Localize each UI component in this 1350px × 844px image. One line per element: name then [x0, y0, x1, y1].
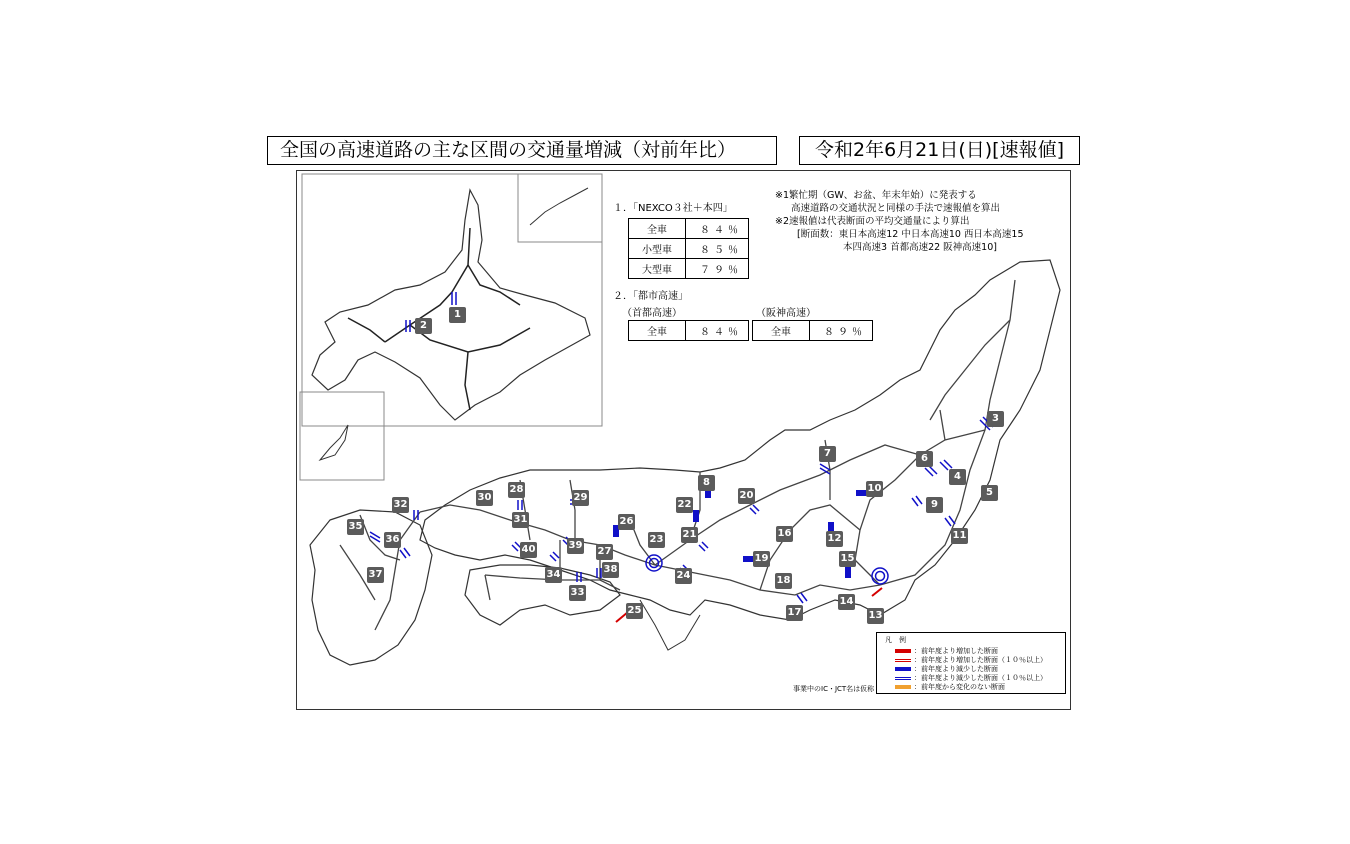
hokkaido-roads: [348, 228, 530, 410]
legend: [876, 632, 1066, 694]
legend-swatch-unchanged: [895, 685, 911, 689]
section-badge-2: 2: [415, 318, 432, 334]
shuto-table: [628, 320, 749, 341]
section-badge-32: 32: [392, 497, 409, 513]
table-row: [629, 219, 749, 239]
legend-swatch-increase-10: [895, 659, 911, 662]
section-badge-27: 27: [596, 544, 613, 560]
kuril-islands: [530, 188, 588, 225]
legend-item: [895, 656, 1047, 665]
legend-item: [895, 647, 998, 656]
section-badge-26: 26: [618, 514, 635, 530]
legend-item-label: ：前年度より増加した断面: [914, 647, 998, 655]
section-badge-4: 4: [949, 469, 966, 485]
section-badge-25: 25: [626, 603, 643, 619]
legend-title: 凡 例: [885, 636, 906, 644]
section-badge-12: 12: [826, 531, 843, 547]
table-row: [629, 259, 749, 279]
table-row: [629, 321, 749, 341]
section-badge-17: 17: [786, 605, 803, 621]
hanshin-row-label: 全車: [753, 321, 810, 341]
section-badge-37: 37: [367, 567, 384, 583]
section-badge-13: 13: [867, 608, 884, 624]
hokkaido-outline: [312, 190, 590, 420]
kuril-inset-frame: [518, 174, 602, 242]
legend-item-label: ：前年度より増加した断面（１０％以上）: [914, 656, 1047, 664]
section-badge-18: 18: [775, 573, 792, 589]
section-badge-8: 8: [698, 475, 715, 491]
kii-peninsula: [640, 600, 700, 650]
nexco-heading: １．「NEXCO３社＋本四」: [613, 203, 733, 214]
nexco-value: ８５％: [686, 239, 749, 259]
nexco-label: 小型車: [629, 239, 686, 259]
hanshin-table: [752, 320, 873, 341]
section-badge-34: 34: [545, 567, 562, 583]
section-badge-15: 15: [839, 551, 856, 567]
hanshin-row-value: ８９％: [810, 321, 873, 341]
okinawa-outline: [320, 425, 348, 460]
section-badge-36: 36: [384, 532, 401, 548]
legend-item-label: ：前年度から変化のない断面: [914, 683, 1005, 691]
section-badge-1: 1: [449, 307, 466, 323]
section-badge-40: 40: [520, 542, 537, 558]
section-badge-31: 31: [512, 512, 529, 528]
section-badge-39: 39: [567, 538, 584, 554]
honshu-outline: [420, 260, 1060, 620]
nexco-value: ７９％: [686, 259, 749, 279]
legend-item-label: ：前年度より減少した断面: [914, 665, 998, 673]
section-badge-22: 22: [676, 497, 693, 513]
shuto-row-value: ８４％: [686, 321, 749, 341]
section-badge-35: 35: [347, 519, 364, 535]
legend-item-label: ：前年度より減少した断面（１０％以上）: [914, 674, 1047, 682]
section-badge-29: 29: [572, 490, 589, 506]
shuto-row-label: 全車: [629, 321, 686, 341]
section-badge-23: 23: [648, 532, 665, 548]
legend-swatch-decrease: [895, 667, 911, 671]
section-badge-33: 33: [569, 585, 586, 601]
page-title: 全国の高速道路の主な区間の交通量増減（対前年比）: [267, 136, 777, 165]
nexco-table: [628, 218, 749, 279]
section-badge-5: 5: [981, 485, 998, 501]
section-badge-11: 11: [951, 528, 968, 544]
section-badge-10: 10: [866, 481, 883, 497]
shuto-label: （首都高速）: [622, 308, 682, 319]
note-line-3: ※2速報値は代表断面の平均交通量により算出: [775, 216, 970, 227]
okinawa-inset-frame: [300, 392, 384, 480]
legend-item: [895, 674, 1047, 683]
table-row: [629, 239, 749, 259]
section-badge-38: 38: [602, 562, 619, 578]
legend-swatch-increase: [895, 649, 911, 653]
section-badge-16: 16: [776, 526, 793, 542]
note-line-5: 本四高速3 首都高速22 阪神高速10]: [843, 242, 997, 253]
section-badge-28: 28: [508, 482, 525, 498]
section-badge-14: 14: [838, 594, 855, 610]
note-line-4: [断面数：東日本高速12 中日本高速10 西日本高速15: [797, 229, 1024, 240]
legend-item: [895, 683, 1005, 692]
section-badge-20: 20: [738, 488, 755, 504]
legend-item: [895, 665, 998, 674]
legend-swatch-decrease-10: [895, 677, 911, 680]
section-badge-7: 7: [819, 446, 836, 462]
section-badge-21: 21: [681, 527, 698, 543]
section-badge-19: 19: [753, 551, 770, 567]
nexco-label: 全車: [629, 219, 686, 239]
hanshin-label: （阪神高速）: [756, 308, 816, 319]
section-badge-30: 30: [476, 490, 493, 506]
section-badge-6: 6: [916, 451, 933, 467]
section-badge-9: 9: [926, 497, 943, 513]
footnote: 事業中のIC・JCT名は仮称: [793, 685, 875, 693]
note-line-2: 高速道路の交通状況と同様の手法で速報値を算出: [791, 203, 1001, 214]
note-line-1: ※1繁忙期（GW、お盆、年末年始）に発表する: [775, 190, 977, 201]
table-row: [753, 321, 873, 341]
section-badge-24: 24: [675, 568, 692, 584]
date-label: 令和2年6月21日(日)[速報値]: [799, 136, 1080, 165]
nexco-value: ８４％: [686, 219, 749, 239]
nexco-label: 大型車: [629, 259, 686, 279]
urban-heading: ２．「都市高速」: [613, 291, 688, 302]
section-badge-3: 3: [987, 411, 1004, 427]
